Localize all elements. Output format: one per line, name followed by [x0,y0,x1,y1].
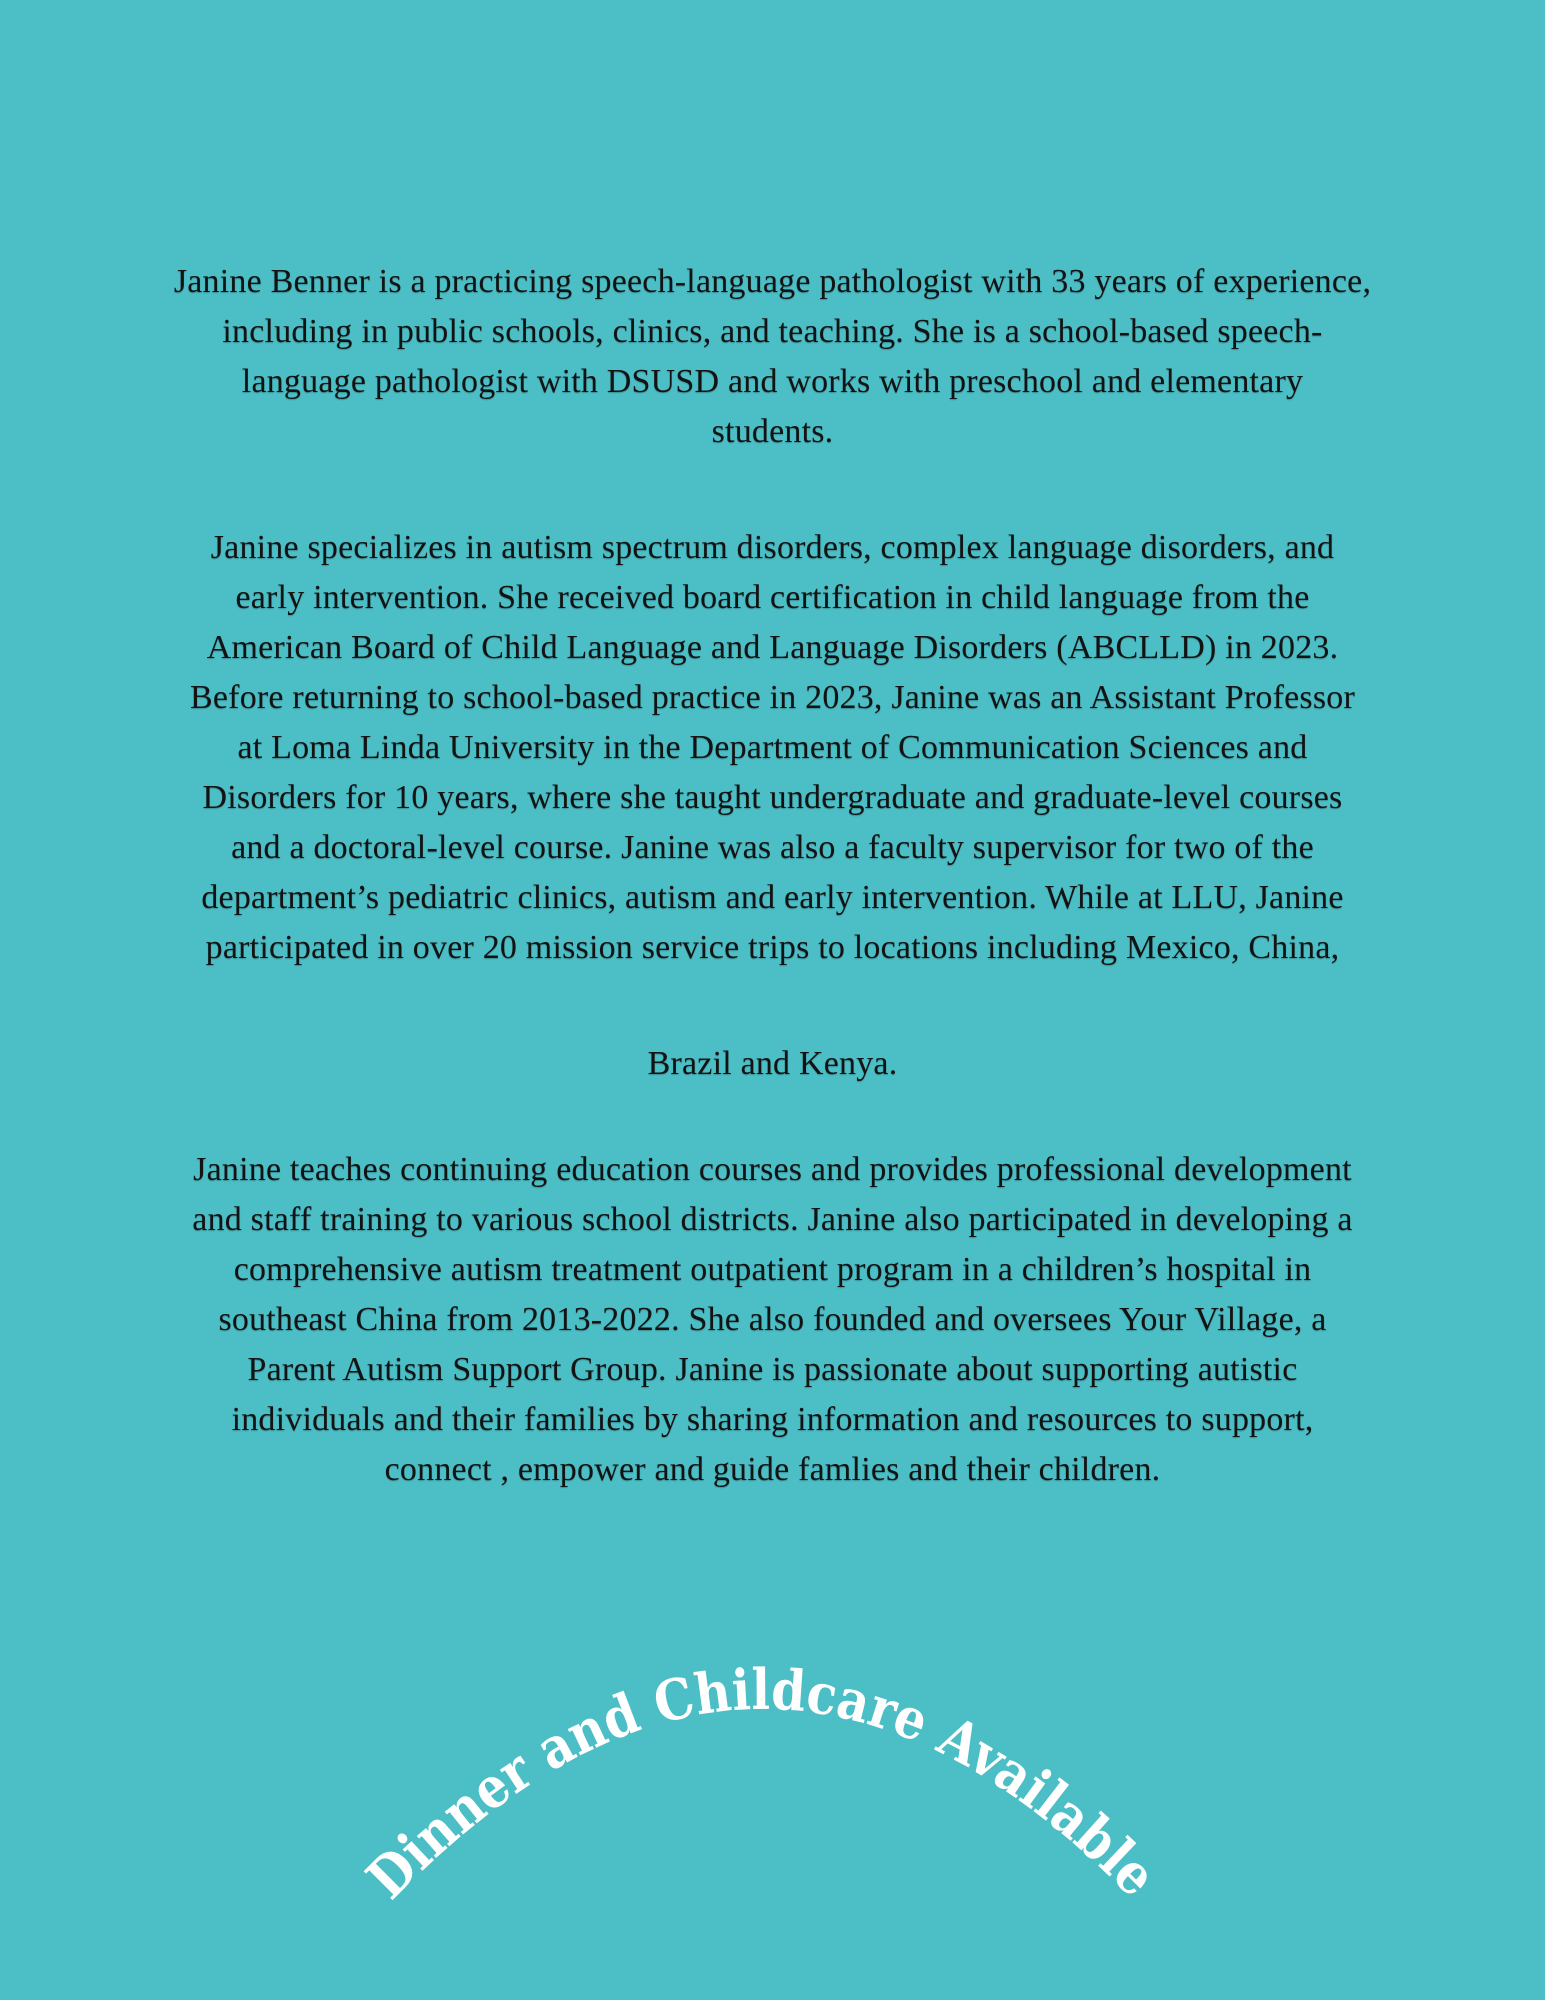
bio-line: participated in over 20 mission service trips to locations including Mexico, China, [205,929,1340,966]
bio-paragraph-2-continued [60,1039,1485,1089]
bio-line: Janine specializes in autism spectrum disorders, complex language disorders, and [210,529,1335,566]
bio-paragraph-3 [60,1145,1485,1495]
bio-line: Before returning to school-based practice in 2023, Janine was an Assistant Professor [190,679,1355,716]
bio-line: southeast China from 2013-2022. She also founded and oversees Your Village, a [218,1301,1327,1338]
bio-line: comprehensive autism treatment outpatient program in a children’s hospital in [233,1251,1312,1288]
bio-line: at Loma Linda University in the Department of Communication Sciences and [237,729,1308,766]
bio-line: Janine Benner is a practicing speech-language pathologist with 33 years of experience, [173,263,1372,300]
bio-line: individuals and their families by sharing information and resources to support, [231,1401,1314,1438]
banner-text [354,1656,1173,1913]
bio-line: connect , empower and guide famlies and their children. [384,1451,1161,1488]
bio-line: students. [711,413,834,450]
bio-line: Parent Autism Support Group. Janine is passionate about supporting autistic [247,1351,1298,1388]
bio-line: early intervention. She received board certification in child language from the [235,579,1310,616]
bio-line: Janine teaches continuing education courses and provides professional development [193,1151,1352,1188]
bio-line: including in public schools, clinics, and teaching. She is a school-based speech- [222,313,1323,350]
bio-text-block [0,257,1545,1495]
bio-line: Disorders for 10 years, where she taught undergraduate and graduate-level courses [202,779,1343,816]
bio-paragraph-1 [60,257,1485,457]
bio-line: language pathologist with DSUSD and works with preschool and elementary [241,363,1304,400]
bio-line: American Board of Child Language and Language Disorders (ABCLLD) in 2023. [206,629,1339,666]
bio-line: department’s pediatric clinics, autism and early intervention. While at LLU, Janine [201,879,1344,916]
bio-line: and staff training to various school districts. Janine also participated in developing a [192,1201,1353,1238]
bio-line: Brazil and Kenya. [647,1045,898,1082]
banner-text-path: Dinner and Childcare Available [354,1656,1173,1913]
bio-line: and a doctoral-level course. Janine was also a faculty supervisor for two of the [231,829,1314,866]
bio-paragraph-2 [60,523,1485,973]
